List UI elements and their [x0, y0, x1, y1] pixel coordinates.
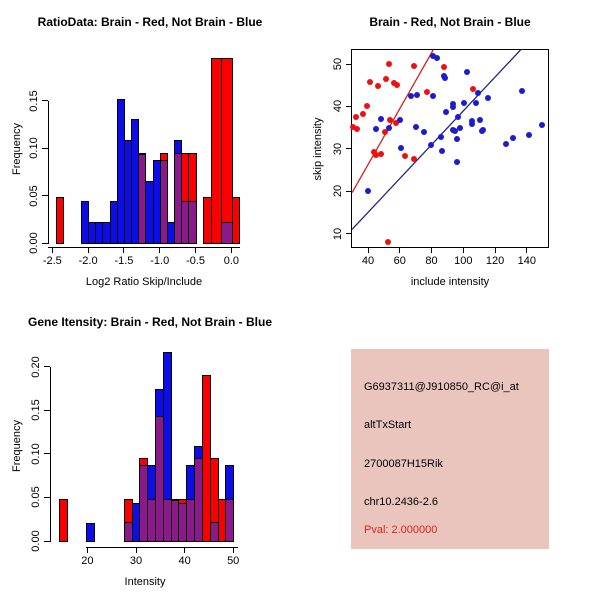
scatter-point-blue: [398, 145, 404, 151]
x-tick-label: -1.5: [114, 255, 134, 267]
x-tick-label: 80: [425, 255, 438, 267]
hist-bar-overlap: [188, 201, 196, 244]
y-tick-label: 0.05: [28, 184, 40, 207]
scatter-point-red: [424, 89, 430, 95]
x-tick: [88, 247, 89, 253]
x-tick-label: 30: [129, 555, 143, 567]
y-tick-label: 0.20: [30, 355, 42, 378]
y-tick-label: 0.05: [30, 486, 42, 509]
scatter-point-blue: [485, 95, 491, 101]
x-tick-label: -0.5: [186, 255, 206, 267]
y-tick-label: 0.10: [28, 137, 40, 159]
x-tick: [231, 247, 232, 253]
x-tick-label: 60: [393, 255, 406, 267]
scatter-point-red: [360, 111, 366, 117]
fit-lines-layer: [352, 50, 550, 249]
y-tick-label: 50: [332, 57, 344, 71]
y-tick: [42, 100, 48, 101]
hist-bar-red: [232, 197, 240, 244]
scatter-point-red: [383, 76, 389, 82]
scatter-point-blue: [430, 93, 436, 99]
y-tick: [44, 410, 50, 411]
x-tick-label: 40: [361, 255, 375, 267]
y-tick-label: 10: [332, 227, 344, 240]
hist-bar-overlap: [225, 499, 234, 542]
x-tick-label: -2.5: [42, 255, 62, 267]
x-tick: [52, 247, 53, 253]
fit-blue-line: [352, 50, 520, 229]
ratio-hist-ylabel: Frequency: [11, 123, 23, 175]
x-tick-label: 120: [485, 255, 505, 267]
x-tick: [159, 247, 160, 253]
scatter-point-blue: [477, 117, 483, 123]
y-tick-label: 40: [332, 100, 344, 113]
x-tick-label: 100: [454, 255, 473, 267]
gene-name-text: 2700087H15Rik: [364, 458, 443, 470]
pval-text: Pval: 2.000000: [364, 524, 438, 536]
y-tick: [44, 497, 50, 498]
scatter-point-blue: [510, 135, 516, 141]
hist-bar-blue: [174, 140, 182, 154]
scatter-point-blue: [469, 121, 475, 127]
x-tick: [123, 247, 124, 253]
x-tick-label: 20: [81, 555, 94, 567]
panel-gene-info: [300, 300, 600, 600]
y-tick: [42, 243, 48, 244]
y-tick-label: 0.10: [30, 443, 42, 465]
hist-bar-red: [138, 153, 146, 155]
x-tick: [184, 547, 185, 553]
scatter-point-red: [373, 152, 379, 158]
panel-ratio-histogram: [0, 0, 300, 300]
ratio-hist-xlabel: Log2 Ratio Skip/Include: [85, 276, 203, 288]
scatter-point-blue: [414, 92, 420, 98]
x-tick-label: 0.0: [223, 255, 240, 267]
y-tick-label: 0.15: [30, 399, 42, 421]
gene-hist-title: Gene Itensity: Brain - Red, Not Brain - Blue: [27, 315, 273, 329]
x-tick-label: -1.0: [150, 255, 170, 267]
hist-bar-blue: [225, 465, 234, 500]
hist-bar-red: [59, 499, 68, 542]
scatter-xlabel: include intensity: [410, 276, 490, 288]
scatter-plot-area: [332, 49, 549, 267]
scatter-point-red: [353, 114, 359, 120]
y-axis-line: [50, 367, 51, 542]
y-tick-label: 20: [332, 185, 344, 198]
x-axis-line: [48, 247, 240, 248]
scatter-point-blue: [457, 125, 463, 131]
y-tick-label: 0.15: [28, 89, 40, 112]
x-tick-label: 140: [517, 255, 536, 267]
x-tick-label: 40: [178, 555, 191, 567]
probe-id-text: G6937311@J910850_RC@i_at: [364, 381, 519, 393]
y-tick: [42, 148, 48, 149]
scatter-point-blue: [454, 159, 460, 165]
scatter-point-blue: [454, 136, 460, 142]
scatter-point-blue: [503, 141, 509, 147]
panel-gene-histogram: [0, 300, 300, 600]
gene-hist-plot-area: [30, 351, 240, 567]
scatter-ylabel: skip intensity: [312, 117, 324, 181]
y-tick: [44, 366, 50, 367]
hist-bar-red: [56, 197, 64, 244]
hist-bar-red: [160, 153, 168, 162]
scatter-point-blue: [386, 125, 392, 131]
scatter-point-red: [394, 82, 400, 88]
x-tick-label: 50: [227, 555, 240, 567]
gene-hist-ylabel: Frequency: [11, 420, 23, 472]
scatter-point-blue: [450, 127, 456, 133]
y-tick: [44, 453, 50, 454]
scatter-point-red: [364, 103, 370, 109]
scatter-point-blue: [428, 142, 434, 148]
scatter-point-blue: [442, 75, 448, 81]
scatter-point-blue: [526, 132, 532, 138]
x-tick: [233, 547, 234, 553]
x-axis-line: [86, 547, 238, 548]
panel-intensity-scatter: [300, 0, 600, 300]
y-tick-label: 0.00: [30, 530, 42, 552]
hist-bar-blue: [163, 352, 172, 500]
locus-text: chr10.2436-2.6: [364, 496, 438, 508]
event-type-text: altTxStart: [364, 419, 412, 431]
y-tick: [44, 541, 50, 542]
y-tick-label: 30: [332, 142, 344, 155]
y-axis-line: [48, 101, 49, 244]
ratio-hist-title: RatioData: Brain - Red, Not Brain - Blue: [37, 15, 263, 29]
x-tick: [195, 247, 196, 253]
gene-hist-xlabel: Intensity: [124, 576, 166, 588]
scatter-point-blue: [439, 148, 445, 154]
hist-bar-blue: [86, 523, 95, 542]
gene-info-box: [351, 349, 549, 549]
scatter-title: Brain - Red, Not Brain - Blue: [369, 15, 531, 29]
hist-bar-red: [188, 153, 196, 202]
y-tick: [42, 195, 48, 196]
y-tick-label: 0.00: [28, 232, 40, 254]
x-tick: [136, 547, 137, 553]
scatter-point-blue: [438, 134, 444, 140]
x-tick: [87, 547, 88, 553]
x-tick-label: -2.0: [78, 255, 98, 267]
ratio-hist-plot-area: [28, 55, 240, 267]
